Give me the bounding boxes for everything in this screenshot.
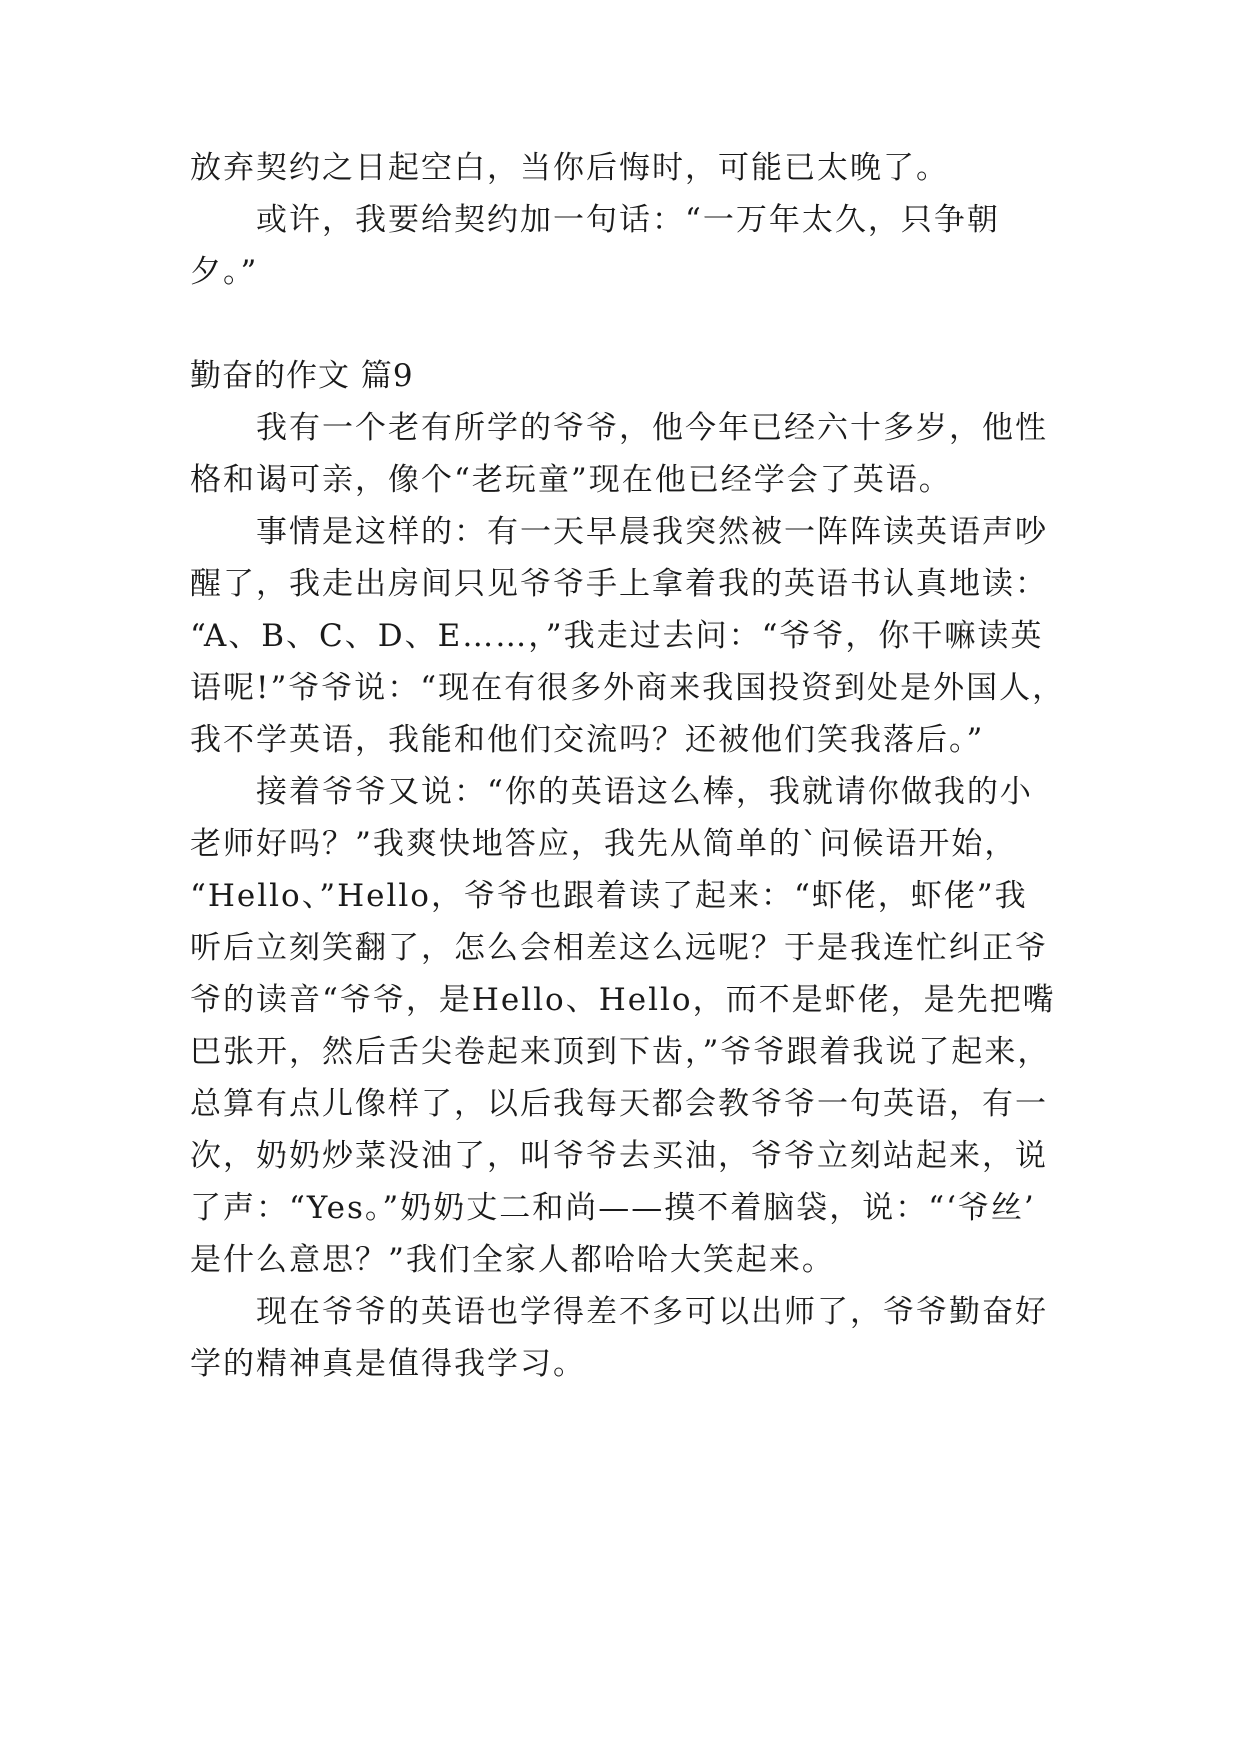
text-line: 总算有点儿像样了，以后我每天都会教爷爷一句英语，有一 <box>190 1086 1048 1122</box>
text-line: 现在爷爷的英语也学得差不多可以出师了，爷爷勤奋好 <box>190 1294 1048 1330</box>
text-line: 爷的读音“爷爷，是Hello、Hello，而不是虾佬，是先把嘴 <box>190 982 1056 1018</box>
text-line: 我有一个老有所学的爷爷，他今年已经六十多岁，他性 <box>190 410 1048 446</box>
text-line: 或许，我要给契约加一句话：“一万年太久，只争朝 <box>190 202 1000 238</box>
text-line: 巴张开，然后舌尖卷起来顶到下齿，”爷爷跟着我说了起来， <box>190 1034 1051 1070</box>
text-line: “A、B、C、D、E……，”我走过去问：“爷爷，你干嘛读英 <box>190 618 1044 654</box>
text-line: 事情是这样的：有一天早晨我突然被一阵阵读英语声吵 <box>190 514 1048 550</box>
text-line: 放弃契约之日起空白，当你后悔时，可能已太晚了。 <box>190 150 949 186</box>
text-line: 语呢!”爷爷说：“现在有很多外商来我国投资到处是外国人， <box>190 670 1066 706</box>
text-line: 格和谒可亲，像个“老玩童”现在他已经学会了英语。 <box>190 462 952 498</box>
text-line: 是什么意思？”我们全家人都哈哈大笑起来。 <box>190 1242 835 1278</box>
text-line: 我不学英语，我能和他们交流吗？还被他们笑我落后。” <box>190 722 985 758</box>
section-title: 勤奋的作文 篇9 <box>190 358 414 394</box>
text-line: “Hello、”Hello，爷爷也跟着读了起来：“虾佬，虾佬”我 <box>190 878 1028 914</box>
text-line: 听后立刻笑翻了，怎么会相差这么远呢？于是我连忙纠正爷 <box>190 930 1048 966</box>
text-line: 醒了，我走出房间只见爷爷手上拿着我的英语书认真地读： <box>190 566 1048 602</box>
text-line: 学的精神真是值得我学习。 <box>190 1346 586 1382</box>
text-line: 次，奶奶炒菜没油了，叫爷爷去买油，爷爷立刻站起来，说 <box>190 1138 1048 1174</box>
text-line: 接着爷爷又说：“你的英语这么棒，我就请你做我的小 <box>190 774 1033 810</box>
text-line: 夕。” <box>190 254 259 290</box>
text-line: 老师好吗？”我爽快地答应，我先从简单的`问候语开始， <box>190 826 1018 862</box>
text-line: 了声：“Yes。”奶奶丈二和尚——摸不着脑袋，说：“‘爷丝’ <box>190 1190 1036 1226</box>
